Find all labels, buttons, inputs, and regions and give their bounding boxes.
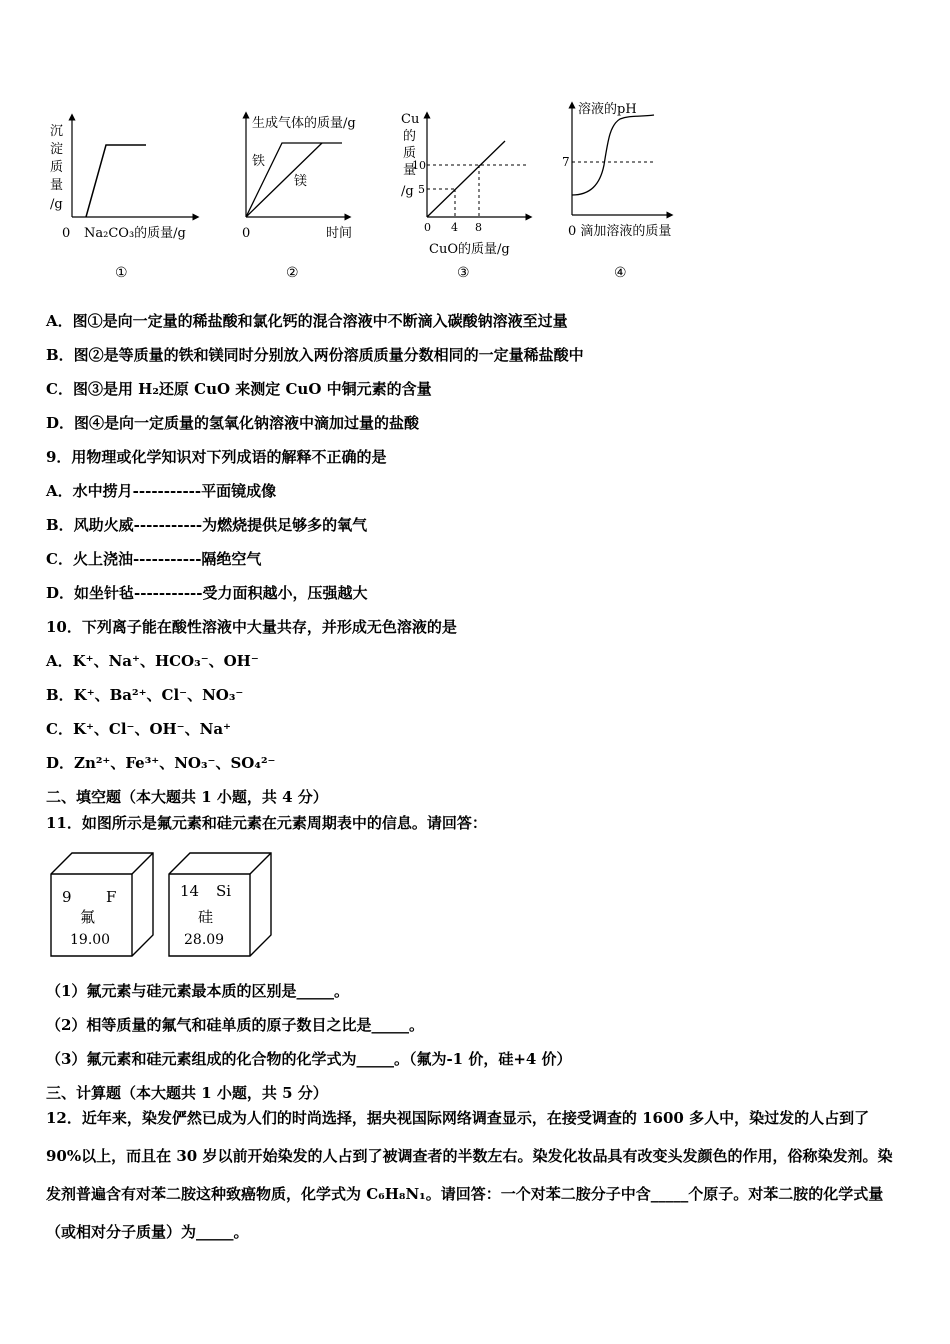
graph-3-ylabel-3: 质 xyxy=(403,146,417,161)
fluorine-symbol: F xyxy=(106,888,117,906)
graph-3-xtick-4: 4 xyxy=(451,221,458,234)
graph-1-caption: ① xyxy=(115,265,128,281)
q11-sub-1: （1）氟元素与硅元素最本质的区别是_____。 xyxy=(46,982,349,1000)
graph-3 xyxy=(395,105,545,285)
q12-paragraph: 12．近年来，染发俨然已成为人们的时尚选择，据央视国际网络调查显示，在接受调查的 1600 多人中，染过发的人占到了 90%以上，而且在 30 岁以前开始染发的人占到了被调查者的半数左右。染发化妆品具有改变头发颜色的作用，俗称染发剂。染发剂普遍含有对苯二胺这种致癌物质，化学式为 C₆H₈N₁。请回答：一个对苯二胺分子中含_____个原子。对苯二胺的化学式量（或相对分子质量）为_____。 xyxy=(46,1109,893,1241)
silicon-name: 硅 xyxy=(198,908,214,926)
graph-3-caption: ③ xyxy=(457,265,470,281)
graph-4-ylabel: 溶液的pH xyxy=(578,102,637,117)
graph-1-ylabel-5: /g xyxy=(50,197,63,212)
graph-2 xyxy=(230,105,390,285)
q10-option-c: C．K⁺、Cl⁻、OH⁻、Na⁺ xyxy=(46,720,231,738)
graph-3-ylabel-5: /g xyxy=(401,184,414,199)
q10-option-b: B．K⁺、Ba²⁺、Cl⁻、NO₃⁻ xyxy=(46,686,244,704)
silicon-symbol: Si xyxy=(216,882,232,900)
q9-option-c: C．火上浇油-----------隔绝空气 xyxy=(46,550,262,568)
q10-stem: 10．下列离子能在酸性溶液中大量共存，并形成无色溶液的是 xyxy=(46,618,457,636)
q9-stem: 9．用物理或化学知识对下列成语的解释不正确的是 xyxy=(46,448,387,466)
graph-3-xtick-8: 8 xyxy=(475,221,482,234)
graph-4-ytick-7: 7 xyxy=(562,155,570,169)
silicon-mass: 28.09 xyxy=(184,932,225,948)
fluorine-name: 氟 xyxy=(80,908,96,926)
graph-1-line xyxy=(86,145,146,217)
q8-option-b: B．图②是等质量的铁和镁同时分别放入两份溶质质量分数相同的一定量稀盐酸中 xyxy=(46,346,584,364)
graph-1-ylabel-3: 质 xyxy=(50,160,64,175)
graph-4-xlabel: 0 滴加溶液的质量 xyxy=(568,224,672,239)
fluorine-mass: 19.00 xyxy=(70,932,111,948)
q11-sub-2: （2）相等质量的氟气和硅单质的原子数目之比是_____。 xyxy=(46,1016,424,1034)
graph-3-line xyxy=(427,141,505,217)
section-2-heading: 二、填空题（本大题共 1 小题，共 4 分） xyxy=(46,788,328,806)
graph-1-ylabel-1: 沉 xyxy=(50,124,64,139)
q11-sub-3: （3）氟元素和硅元素组成的化合物的化学式为_____。（氟为-1 价，硅+4 价） xyxy=(46,1050,572,1068)
graph-4 xyxy=(550,95,710,285)
graph-1-xlabel: Na₂CO₃的质量/g xyxy=(84,226,186,241)
graph-3-xlabel: CuO的质量/g xyxy=(429,242,510,257)
graph-2-xlabel: 时间 xyxy=(326,226,353,241)
graph-3-ylabel-4: 量 xyxy=(403,163,417,178)
q9-option-a: A．水中捞月-----------平面镜成像 xyxy=(46,482,277,500)
graph-3-ylabel-2: 的 xyxy=(403,129,417,144)
graph-1-origin: 0 xyxy=(62,226,71,241)
q10-option-a: A．K⁺、Na⁺、HCO₃⁻、OH⁻ xyxy=(46,652,259,670)
graph-4-curve xyxy=(572,115,654,195)
graph-1-ylabel-4: 量 xyxy=(50,178,64,193)
q9-option-d: D．如坐针毡-----------受力面积越小，压强越大 xyxy=(46,584,368,602)
graph-3-ytick-5: 5 xyxy=(418,183,425,196)
q9-option-b: B．风助火威-----------为燃烧提供足够多的氧气 xyxy=(46,516,368,534)
graph-2-caption: ② xyxy=(286,265,299,281)
graph-2-origin: 0 xyxy=(242,226,251,241)
graph-4-caption: ④ xyxy=(614,265,627,281)
q10-option-d: D．Zn²⁺、Fe³⁺、NO₃⁻、SO₄²⁻ xyxy=(46,754,276,772)
element-silicon xyxy=(166,850,276,960)
graph-1 xyxy=(40,105,210,285)
silicon-number: 14 xyxy=(180,882,200,900)
q8-option-c: C．图③是用 H₂还原 CuO 来测定 CuO 中铜元素的含量 xyxy=(46,380,432,398)
graph-2-line2-label: 镁 xyxy=(294,174,308,189)
q8-option-a: A．图①是向一定量的稀盐酸和氯化钙的混合溶液中不断滴入碳酸钠溶液至过量 xyxy=(46,312,568,330)
graph-3-ytick-10: 10 xyxy=(412,159,426,172)
graph-1-ylabel-2: 淀 xyxy=(50,142,64,157)
graph-2-ylabel: 生成气体的质量/g xyxy=(252,116,356,131)
element-fluorine xyxy=(48,850,158,960)
graph-2-line1-label: 铁 xyxy=(252,154,266,169)
graph-3-ylabel-1: Cu xyxy=(401,112,420,127)
graph-3-xtick-0: 0 xyxy=(424,221,431,234)
section-3-heading: 三、计算题（本大题共 1 小题，共 5 分） xyxy=(46,1084,328,1102)
q8-option-d: D．图④是向一定质量的氢氧化钠溶液中滴加过量的盐酸 xyxy=(46,414,420,432)
fluorine-number: 9 xyxy=(62,888,72,906)
q11-stem: 11．如图所示是氟元素和硅元素在元素周期表中的信息。请回答： xyxy=(46,814,487,832)
